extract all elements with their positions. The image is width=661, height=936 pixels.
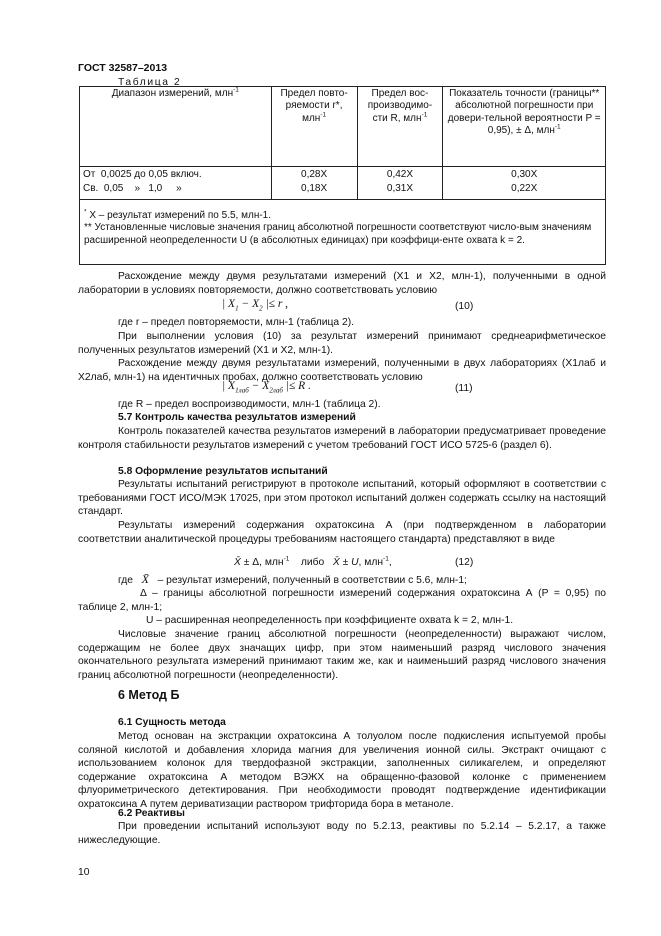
section-6-heading: 6 Метод Б: [118, 688, 180, 702]
document-id: ГОСТ 32587–2013: [78, 62, 168, 74]
equation-12: X̄ ± Δ, млн$^{-1}$ либо X̄ ± U, млн$^{-1}$,: [234, 555, 392, 568]
R-definition: где R – предел воспроизводимости, млн-1 (таблица 2).: [118, 399, 381, 410]
paragraph-reproducibility: Расхождение между двумя результатами измерений, полученными в двух лабораториях (X1лаб и X2лаб, млн-1) на идентичных пробах, должно соответствовать условию: [78, 358, 606, 383]
section-6-1-heading: 6.1 Сущность метода: [118, 717, 226, 728]
table-header-repeatability: Предел повто-ряемости r*, млн$^{-1}$: [271, 87, 357, 167]
paragraph-6-1: Метод основан на экстракции охратоксина А толуолом после подкисления испытуемой пробы соляной кислотой и добавления хлорида магния для увеличения ионной силы. Экстракт очищают с использованием колонок для твердофазной экстракции, заполненных силикагелем, и определяют содержание охратоксина А методом ВЭЖХ на обращенно-фазовой колонке с применением флуориметрического детектирования. При необходимости проводят подтверждение идентификации охратоксина А путем дериватизации раствором трифторида бора в метаноле.: [78, 731, 606, 810]
table-row: Св. 0,05 » 1,0 » 0,18X 0,31X 0,22X: [80, 182, 606, 199]
paragraph-numeric-values: Числовые значение границ абсолютной погрешности (неопределенности) выражают числом, содержащим не более двух значащих цифр, при этом наименьший разряд числового значения окончательного результата измерений принимают таким же, как и наименьший разряд числового значения границ абсолютной погрешности (неопределенности).: [78, 629, 606, 681]
equation-number-12: (12): [455, 557, 474, 568]
equation-number-10: (10): [455, 301, 474, 312]
section-5-7-heading: 5.7 Контроль качества результатов измерений: [118, 412, 356, 423]
section-5-8-heading: 5.8 Оформление результатов испытаний: [118, 466, 328, 477]
table-caption: Таблица 2: [118, 77, 182, 88]
equation-11: | $X_{1лаб} - X_{2лаб}$ |≤ R .: [222, 380, 311, 395]
table-notes: * X – результат измерений по 5.5, млн-1. ** Установленные числовые значения границ абсолютной погрешности соответствуют число-вым значениям расширенной неопределенности U (в абсолютных единицах) при коэффици-енте охвата k = 2.: [80, 199, 606, 264]
paragraph-5-8-b: Результаты измерений содержания охратоксина А (при подтвержденном в лаборатории соответствии аналитической процедуры требованиям настоящего стандарта) представляют в виде: [78, 520, 606, 545]
table-2: [79, 86, 606, 265]
section-6-2-heading: 6.2 Реактивы: [118, 808, 185, 819]
table-header-range: Диапазон измерений, млн$^{-1}$: [80, 87, 272, 167]
table-header-accuracy: Показатель точности (границы** абсолютной погрешности при довери-тельной вероятности P = 0,95), ± Δ, млн$^{-1}$: [443, 87, 606, 167]
r-definition: где r – предел повторяемости, млн-1 (таблица 2).: [118, 317, 355, 328]
delta-definition: Δ – границы абсолютной погрешности измерений содержания охратоксина А (P = 0,95) по таблице 2, млн-1;: [78, 588, 606, 613]
table-header-reproducibility: Предел вос-производимо-сти R, млн$^{-1}$: [357, 87, 443, 167]
table-row: От 0,0025 до 0,05 включ. 0,28X 0,42X 0,30X: [80, 167, 606, 183]
paragraph-6-2: При проведении испытаний используют воду по 5.2.13, реактивы по 5.2.14 – 5.2.17, а также нижеследующие.: [78, 821, 606, 846]
xbar-definition: где X̄ – результат измерений, полученный в соответствии с 5.6, млн-1;: [118, 572, 467, 586]
page-number: 10: [78, 867, 90, 878]
paragraph-5-7: Контроль показателей качества результатов измерений в лаборатории предусматривает проведение контроля стабильности результатов измерений с учетом требований ГОСТ ИСО 5725-6 (раздел 6).: [78, 426, 606, 451]
equation-number-11: (11): [455, 383, 473, 394]
paragraph-5-8-a: Результаты испытаний регистрируют в протоколе испытаний, который оформляют в соответствии с требованиями ГОСТ ИСО/МЭК 17025, при этом протокол испытаний должен содержать ссылку на настоящий стандарт.: [78, 479, 606, 518]
paragraph-repeatability: Расхождение между двумя результатами измерений (X1 и X2, млн-1), полученными в одной лаборатории в условиях повторяемости, должно соответствовать условию: [78, 271, 606, 296]
U-definition: U – расширенная неопределенность при коэффициенте охвата k = 2, млн-1.: [146, 615, 514, 626]
equation-10: | $X_1 - X_2$ |≤ r ,: [222, 298, 289, 313]
paragraph-condition-10: При выполнении условия (10) за результат измерений принимают среднеарифметическое полученных результатов измерений (X1 и X2, млн-1).: [78, 331, 606, 356]
